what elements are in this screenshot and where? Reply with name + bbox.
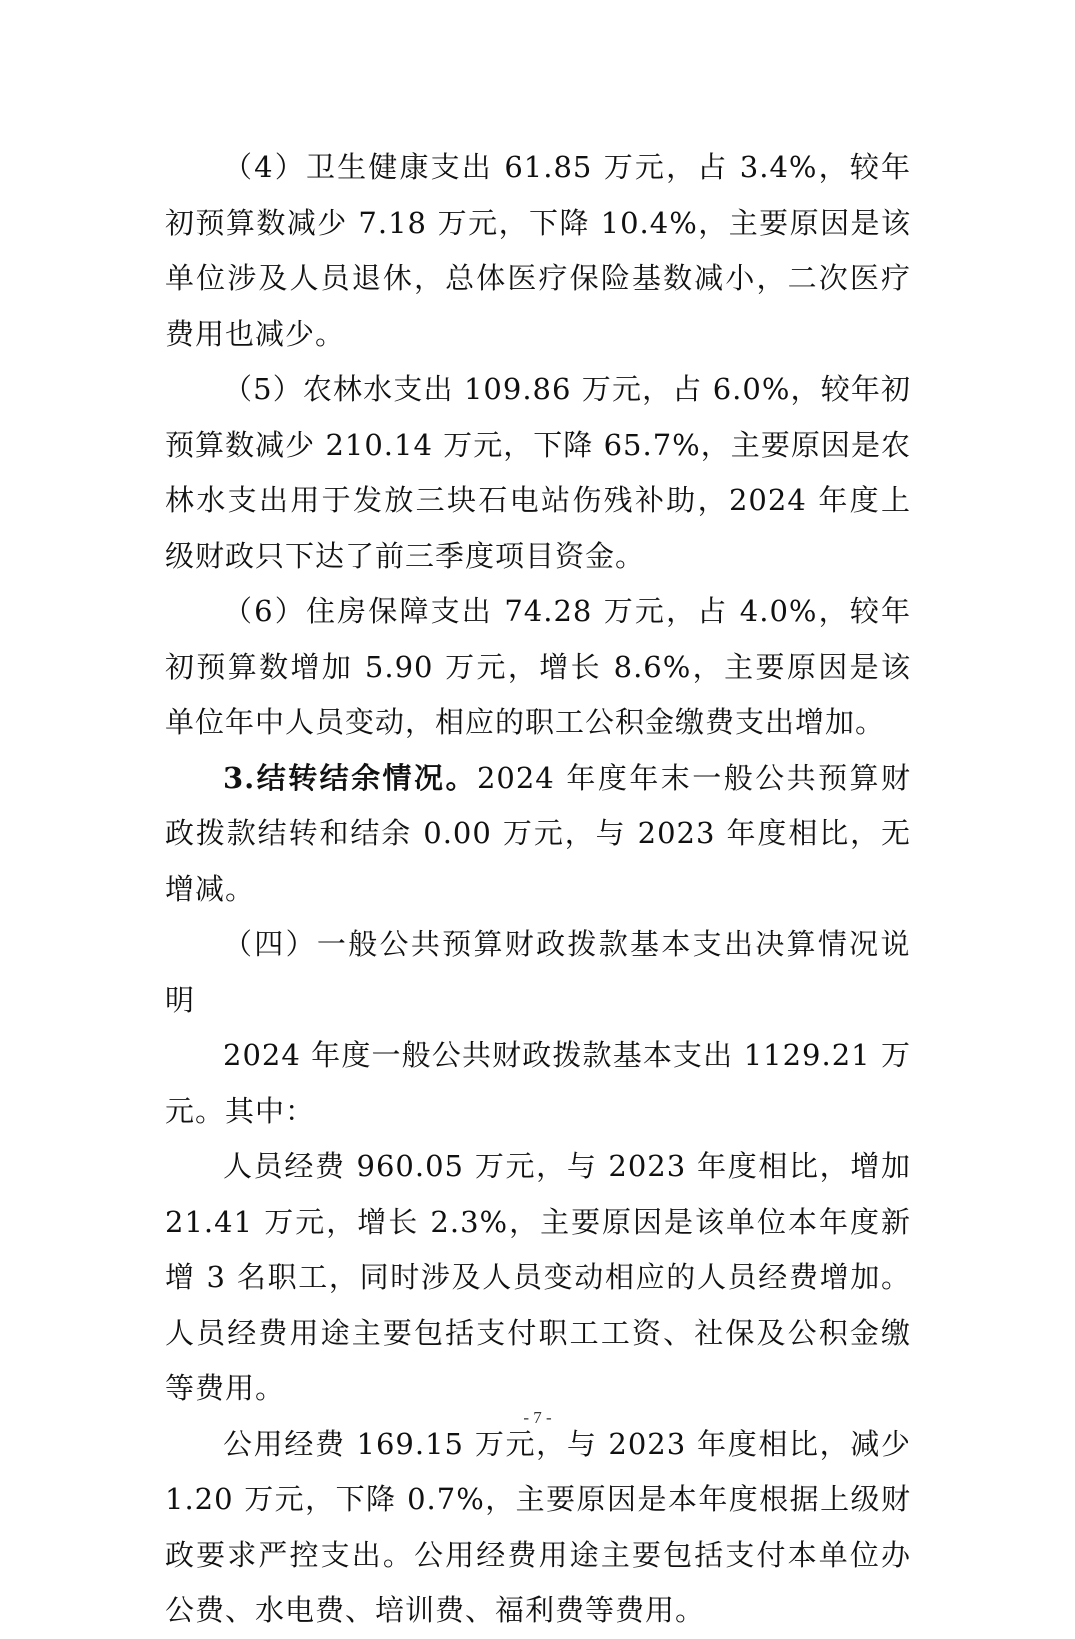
paragraph-housing-expenditure: （6）住房保障支出 74.28 万元，占 4.0%，较年初预算数增加 5.90 万元，增长 8.6%，主要原因是该单位年中人员变动，相应的职工公积金缴费支出增加。 xyxy=(165,594,911,739)
carryover-text: 2024 年度年末一般公共预算财政拨款结转和结余 0.00 万元，与 2023 年度相比，无增减。 xyxy=(165,760,911,906)
paragraph-carryover-balance xyxy=(165,751,911,918)
carryover-label: 3.结转结余情况。 xyxy=(223,760,477,795)
paragraph-personnel-expenses: 人员经费 960.05 万元，与 2023 年度相比，增加 21.41 万元，增长 2.3%，主要原因是该单位本年度新增 3 名职工，同时涉及人员变动相应的人员经费增加。人员经费用途主要包括支付职工工资、社保及公积金缴等费用。 xyxy=(165,1149,911,1405)
paragraph-public-expenses: 公用经费 169.15 万元，与 2023 年度相比，减少 1.20 万元，下降 0.7%，主要原因是本年度根据上级财政要求严控支出。公用经费用途主要包括支付本单位办公费、水电费、培训费、福利费等费用。 xyxy=(165,1426,911,1627)
page-number: - 7 - xyxy=(523,1408,552,1427)
section-heading-basic-expenditure: （四）一般公共预算财政拨款基本支出决算情况说明 xyxy=(165,927,911,1017)
paragraph-basic-expenditure-total: 2024 年度一般公共财政拨款基本支出 1129.21 万元。其中： xyxy=(165,1038,911,1128)
paragraph-health-expenditure: （4）卫生健康支出 61.85 万元，占 3.4%，较年初预算数减少 7.18 万元，下降 10.4%，主要原因是该单位涉及人员退休，总体医疗保险基数减小，二次医疗费用也减少。 xyxy=(165,150,911,351)
paragraph-agriculture-expenditure: （5）农林水支出 109.86 万元，占 6.0%，较年初预算数减少 210.14 万元，下降 65.7%，主要原因是农林水支出用于发放三块石电站伤残补助，2024 年度上级财政只下达了前三季度项目资金。 xyxy=(165,372,911,573)
